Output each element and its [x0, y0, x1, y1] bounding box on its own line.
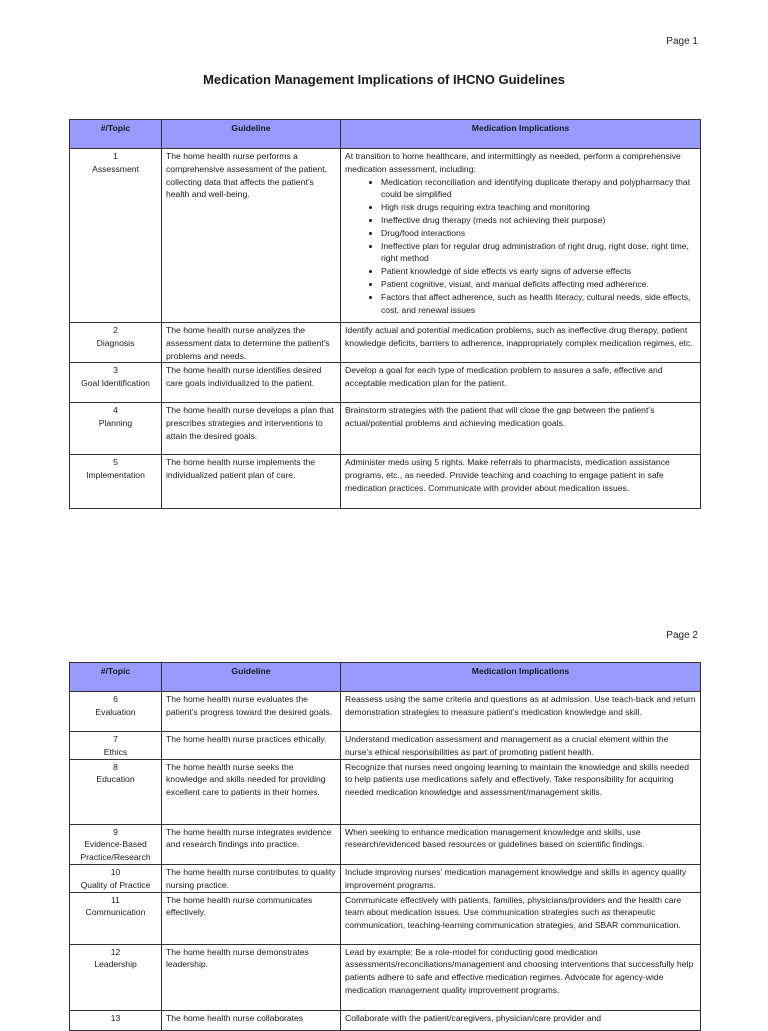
topic-number: 3 [113, 365, 118, 376]
table-row [70, 759, 701, 824]
topic-number: 12 [110, 946, 121, 957]
implications-cell [341, 149, 701, 323]
header-implications: Medication Implications [341, 663, 701, 692]
topic-number: 11 [111, 894, 120, 905]
topic-cell [70, 692, 162, 732]
topic-cell [70, 455, 162, 509]
document-title: Medication Management Implications of IHCNO Guidelines [203, 72, 565, 87]
table-header-row [70, 120, 701, 149]
implications-cell: Lead by example: Be a role-model for conducting good medication assessments/reconciliations/management and choosing interventions that successfully help patients adhere to safe and effective medication regimes. Advocate for agency-wide medication management quality improvement programs. [341, 944, 701, 1010]
guideline-cell: The home health nurse implements the individualized patient plan of care. [162, 455, 341, 509]
table-row [70, 1010, 701, 1030]
list-item: • Drug/food interactions [381, 227, 696, 240]
header-topic: #/Topic [70, 663, 162, 692]
topic-cell [70, 149, 162, 323]
page-number-2: Page 2 [666, 630, 698, 641]
topic-name: Implementation [86, 470, 145, 481]
topic-name: Ethics [103, 746, 128, 757]
implications-cell: Develop a goal for each type of medication problem to assures a safe, effective and acceptable medication plan for the patient. [341, 363, 701, 403]
topic-name: Assessment [92, 163, 139, 174]
header-guideline: Guideline [162, 663, 341, 692]
guideline-cell: The home health nurse identifies desired care goals individualized to the patient. [162, 363, 341, 403]
implications-cell: Include improving nurses’ medication management knowledge and skills in agency quality improvement programs. [341, 864, 701, 892]
topic-cell [70, 1010, 162, 1030]
table-header-row [70, 663, 701, 692]
implications-cell: Brainstorm strategies with the patient that will close the gap between the patient’s actual/potential problems and achieving medication goals. [341, 403, 701, 455]
implications-cell: When seeking to enhance medication management knowledge and skills, use research/evidenced based resources or guidelines based on scientific findings. [341, 824, 701, 864]
topic-number: 9 [113, 826, 118, 837]
guideline-cell: The home health nurse performs a comprehensive assessment of the patient, collecting data that affects the patient’s health and well-being. [162, 149, 341, 323]
topic-number: 5 [113, 457, 118, 468]
implications-list [345, 176, 696, 317]
guideline-cell: The home health nurse demonstrates leadership. [162, 944, 341, 1010]
implications-cell: Understand medication assessment and management as a crucial element within the nurse’s ethical responsibilities as part of promoting patient health. [341, 732, 701, 760]
table-row [70, 403, 701, 455]
table-row [70, 455, 701, 509]
topic-number: 13 [110, 1012, 121, 1023]
topic-name: Evaluation [95, 706, 136, 717]
topic-cell [70, 892, 162, 944]
table-row [70, 363, 701, 403]
list-item: • High risk drugs requiring extra teaching and monitoring [381, 201, 696, 214]
topic-cell [70, 323, 162, 363]
topic-name: Evidence-Based Practice/Research [80, 839, 151, 863]
guideline-cell: The home health nurse seeks the knowledge and skills needed for providing excellent care to patients in their homes. [162, 759, 341, 824]
table-row [70, 824, 701, 864]
topic-number: 10 [110, 866, 121, 877]
topic-number: 4 [113, 405, 118, 416]
topic-number: 2 [113, 325, 118, 335]
topic-cell [70, 944, 162, 1010]
list-item: • Ineffective drug therapy (meds not achieving their purpose) [381, 214, 696, 227]
implications-cell: Communicate effectively with patients, families, physicians/providers and the health care team about medication issues. Use communication strategies such as therapeutic communication, teaching-learning communication strategies, and SBAR communication. [341, 892, 701, 944]
topic-name: Quality of Practice [80, 879, 151, 890]
list-item: • Medication reconciliation and identifying duplicate therapy and polypharmacy that could be simplified [381, 176, 696, 202]
table-row [70, 323, 701, 363]
header-implications: Medication Implications [341, 120, 701, 149]
list-item: • Ineffective plan for regular drug administration of right drug, right dose, right time, right method [381, 240, 696, 266]
implications-cell: Reassess using the same criteria and questions as at admission. Use teach-back and return demonstration strategies to measure patient’s medication knowledge and skill. [341, 692, 701, 732]
topic-number: 8 [113, 761, 118, 772]
topic-cell [70, 864, 162, 892]
guideline-cell: The home health nurse evaluates the patient’s progress toward the desired goals. [162, 692, 341, 732]
implications-text: At transition to home healthcare, and intermittingly as needed, perform a comprehensive medication assessment, including: [345, 151, 681, 174]
implications-cell: Administer meds using 5 rights. Make referrals to pharmacists, medication assistance programs, etc., as needed. Provide teaching and coaching to engage patient in safe medication practices. Communicate with provider about medication issues. [341, 455, 701, 509]
implications-cell: Collaborate with the patient/caregivers, physician/care provider and [341, 1010, 701, 1030]
table-row [70, 864, 701, 892]
table-row [70, 149, 701, 323]
header-topic: #/Topic [70, 120, 162, 149]
list-item: • Factors that affect adherence, such as health literacy, cultural needs, side effects, cost, and renewal issues [381, 291, 696, 317]
topic-name: Goal Identification [81, 378, 150, 389]
topic-number: 6 [113, 694, 118, 704]
list-item: • Patient knowledge of side effects vs early signs of adverse effects [381, 265, 696, 278]
table-row [70, 944, 701, 1010]
page-number-1: Page 1 [666, 36, 698, 47]
topic-name: Diagnosis [96, 337, 135, 348]
table-row [70, 892, 701, 944]
topic-name: Planning [98, 418, 133, 429]
topic-name: Education [96, 774, 135, 785]
table-row [70, 732, 701, 760]
guideline-cell: The home health nurse integrates evidence and research findings into practice. [162, 824, 341, 864]
topic-cell [70, 363, 162, 403]
header-guideline: Guideline [162, 120, 341, 149]
guideline-cell: The home health nurse analyzes the assessment data to determine the patient’s problems and needs. [162, 323, 341, 363]
table-row [70, 692, 701, 732]
topic-name: Leadership [94, 959, 137, 970]
topic-cell [70, 824, 162, 864]
guideline-cell: The home health nurse develops a plan that prescribes strategies and interventions to attain the desired goals. [162, 403, 341, 455]
guideline-cell: The home health nurse communicates effectively. [162, 892, 341, 944]
guidelines-table-page-1 [69, 119, 701, 509]
topic-number: 7 [113, 734, 118, 744]
implications-cell: Recognize that nurses need ongoing learning to maintain the knowledge and skills needed to help patients use medications safely and effectively. Take responsibility for acquiring needed medication knowledge and assessment/management skills. [341, 759, 701, 824]
guidelines-table-page-2 [69, 662, 701, 1031]
implications-cell: Identify actual and potential medication problems, such as ineffective drug therapy, patient knowledge deficits, barriers to adherence, inappropriately complex medication regimes, etc. [341, 323, 701, 363]
topic-name: Communication [85, 907, 146, 918]
guideline-cell: The home health nurse collaborates [162, 1010, 341, 1030]
topic-number: 1 [113, 151, 118, 161]
list-item: • Patient cognitive, visual, and manual deficits affecting med adherence. [381, 278, 696, 291]
topic-cell [70, 759, 162, 824]
guideline-cell: The home health nurse practices ethically. [162, 732, 341, 760]
guideline-cell: The home health nurse contributes to quality nursing practice. [162, 864, 341, 892]
topic-cell [70, 403, 162, 455]
topic-cell [70, 732, 162, 760]
